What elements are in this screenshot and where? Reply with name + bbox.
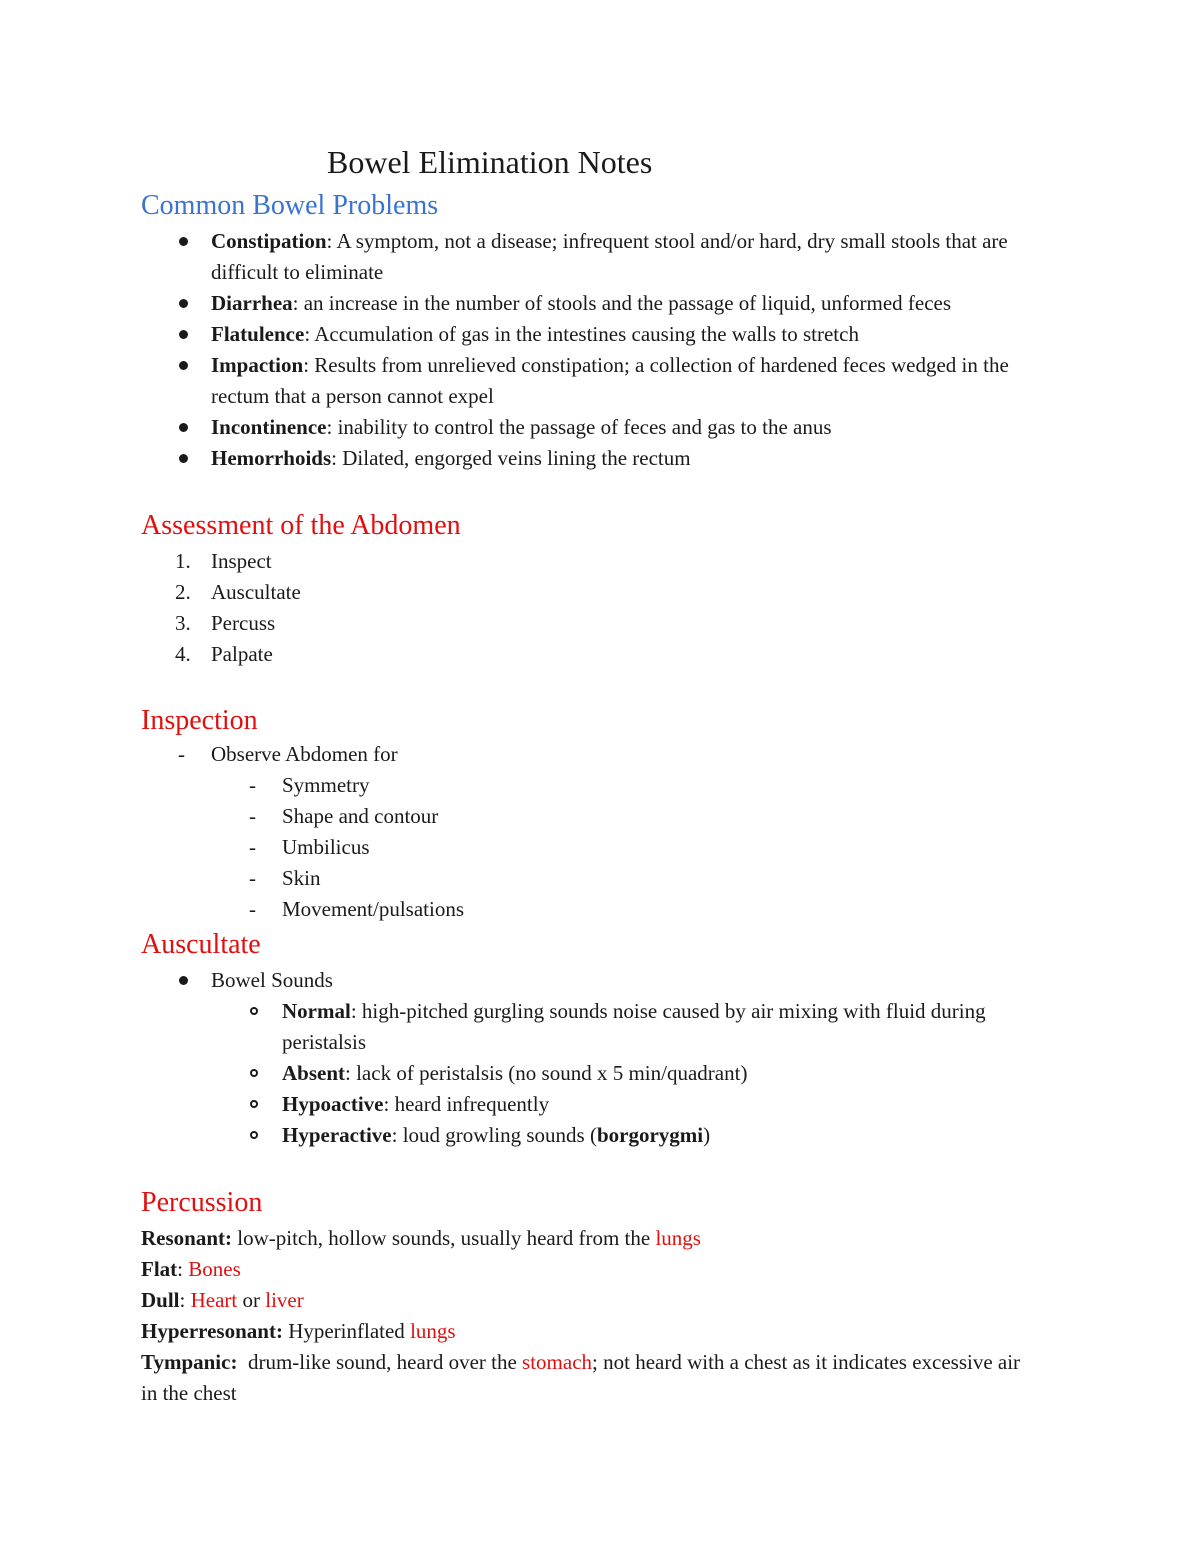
list-item xyxy=(141,739,1061,770)
term-description: Hyperinflated xyxy=(282,1319,411,1343)
list-item xyxy=(141,546,1061,577)
step-label: Auscultate xyxy=(211,580,301,604)
term-label: Hypoactive xyxy=(282,1092,384,1116)
term-end: ) xyxy=(703,1123,711,1147)
highlight-text: Heart xyxy=(190,1288,238,1312)
highlight-text: stomach xyxy=(522,1350,593,1374)
assessment-heading: Assessment of the Abdomen xyxy=(141,510,461,541)
term-label: Resonant: xyxy=(141,1226,233,1250)
term-description: drum-like sound, heard over the xyxy=(237,1350,523,1374)
term-description: : Accumulation of gas in the intestines causing the walls to stretch xyxy=(304,322,859,346)
term-label: Flatulence xyxy=(211,322,305,346)
term-separator: : xyxy=(179,1288,191,1312)
list-item xyxy=(141,1058,1061,1089)
common-problems-list xyxy=(141,226,1061,474)
term-separator: : xyxy=(177,1257,189,1281)
circle-bullet-icon xyxy=(250,1131,258,1139)
term-connector: or xyxy=(237,1288,266,1312)
term-description: : loud growling sounds ( xyxy=(391,1123,597,1147)
term-description: : inability to control the passage of feces and gas to the anus xyxy=(326,415,832,439)
step-label: Palpate xyxy=(211,642,273,666)
list-item xyxy=(141,608,1061,639)
list-item xyxy=(141,1089,1061,1120)
circle-bullet-icon xyxy=(250,1007,258,1015)
dash-bullet: - xyxy=(178,742,185,766)
list-item xyxy=(141,965,1061,996)
list-item xyxy=(141,226,1061,288)
term-label: Flat xyxy=(141,1257,178,1281)
term-label: Incontinence xyxy=(211,415,327,439)
term-label: Hemorrhoids xyxy=(211,446,332,470)
inspection-heading: Inspection xyxy=(141,705,258,736)
inspection-item: Skin xyxy=(282,866,321,890)
inspection-list xyxy=(141,739,1061,925)
bullet-icon xyxy=(179,361,188,370)
list-item xyxy=(141,1120,1061,1151)
term-label: Constipation xyxy=(211,229,327,253)
term-label: Impaction xyxy=(211,353,304,377)
assessment-steps-list xyxy=(141,546,1061,670)
highlight-text: lungs xyxy=(655,1226,701,1250)
term-description: : an increase in the number of stools and the passage of liquid, unformed feces xyxy=(292,291,952,315)
step-label: Percuss xyxy=(211,611,276,635)
inspection-item: Shape and contour xyxy=(282,804,439,828)
list-item xyxy=(141,288,1061,319)
inspection-item: Movement/pulsations xyxy=(282,897,464,921)
dash-bullet: - xyxy=(249,804,256,828)
term-description: : Dilated, engorged veins lining the rectum xyxy=(331,446,691,470)
percussion-line-flat xyxy=(141,1254,1041,1285)
percussion-line-tympanic xyxy=(141,1347,1041,1409)
step-number: 1. xyxy=(175,549,191,573)
dash-bullet: - xyxy=(249,835,256,859)
term-description: : heard infrequently xyxy=(383,1092,550,1116)
auscultate-list xyxy=(141,965,1061,1151)
circle-bullet-icon xyxy=(250,1100,258,1108)
term-description: : lack of peristalsis (no sound x 5 min/quadrant) xyxy=(345,1061,748,1085)
term-extra-bold: borgorygmi xyxy=(596,1123,704,1147)
bullet-icon xyxy=(179,976,188,985)
term-description: : Results from unrelieved constipation; a collection of hardened feces wedged in the rectum that a person cannot expel xyxy=(211,353,1009,408)
list-item xyxy=(141,639,1061,670)
percussion-line-resonant xyxy=(141,1223,1041,1254)
list-item xyxy=(141,577,1061,608)
percussion-block xyxy=(141,1223,1041,1409)
list-item xyxy=(141,801,1061,832)
list-item xyxy=(141,350,1061,412)
list-item xyxy=(141,770,1061,801)
bullet-icon xyxy=(179,330,188,339)
circle-bullet-icon xyxy=(250,1069,258,1077)
term-description: low-pitch, hollow sounds, usually heard from the xyxy=(232,1226,656,1250)
dash-bullet: - xyxy=(249,866,256,890)
step-number: 2. xyxy=(175,580,191,604)
inspection-main-label: Observe Abdomen for xyxy=(211,742,398,766)
list-item xyxy=(141,894,1061,925)
term-label: Hyperactive xyxy=(282,1123,392,1147)
term-label: Hyperresonant: xyxy=(141,1319,283,1343)
highlight-text: Bones xyxy=(188,1257,241,1281)
highlight-text: liver xyxy=(265,1288,304,1312)
inspection-item: Symmetry xyxy=(282,773,370,797)
bullet-icon xyxy=(179,454,188,463)
term-label: Absent xyxy=(282,1061,346,1085)
percussion-line-hyperresonant xyxy=(141,1316,1041,1347)
list-item xyxy=(141,412,1061,443)
percussion-line-dull xyxy=(141,1285,1041,1316)
list-item xyxy=(141,996,1061,1058)
term-label: Diarrhea xyxy=(211,291,293,315)
term-label: Normal xyxy=(282,999,351,1023)
auscultate-heading: Auscultate xyxy=(141,929,261,960)
document-title: Bowel Elimination Notes xyxy=(327,144,653,180)
step-number: 4. xyxy=(175,642,191,666)
list-item xyxy=(141,319,1061,350)
dash-bullet: - xyxy=(249,897,256,921)
bullet-icon xyxy=(179,299,188,308)
highlight-text: lungs xyxy=(410,1319,456,1343)
list-item xyxy=(141,863,1061,894)
step-label: Inspect xyxy=(211,549,272,573)
term-description: : high-pitched gurgling sounds noise caused by air mixing with fluid during peristalsis xyxy=(282,999,986,1054)
term-rest: ; not heard with a chest as it indicates excessive air in the chest xyxy=(141,1350,1021,1405)
common-problems-heading: Common Bowel Problems xyxy=(141,190,439,221)
step-number: 3. xyxy=(175,611,191,635)
term-label: Tympanic: xyxy=(141,1350,238,1374)
percussion-heading: Percussion xyxy=(141,1187,263,1218)
dash-bullet: - xyxy=(249,773,256,797)
bullet-icon xyxy=(179,237,188,246)
inspection-item: Umbilicus xyxy=(282,835,370,859)
term-description: : A symptom, not a disease; infrequent stool and/or hard, dry small stools that are difficult to eliminate xyxy=(211,229,1008,284)
list-item xyxy=(141,832,1061,863)
bullet-icon xyxy=(179,423,188,432)
term-label: Dull xyxy=(141,1288,180,1312)
auscultate-main-label: Bowel Sounds xyxy=(211,968,333,992)
list-item xyxy=(141,443,1061,474)
